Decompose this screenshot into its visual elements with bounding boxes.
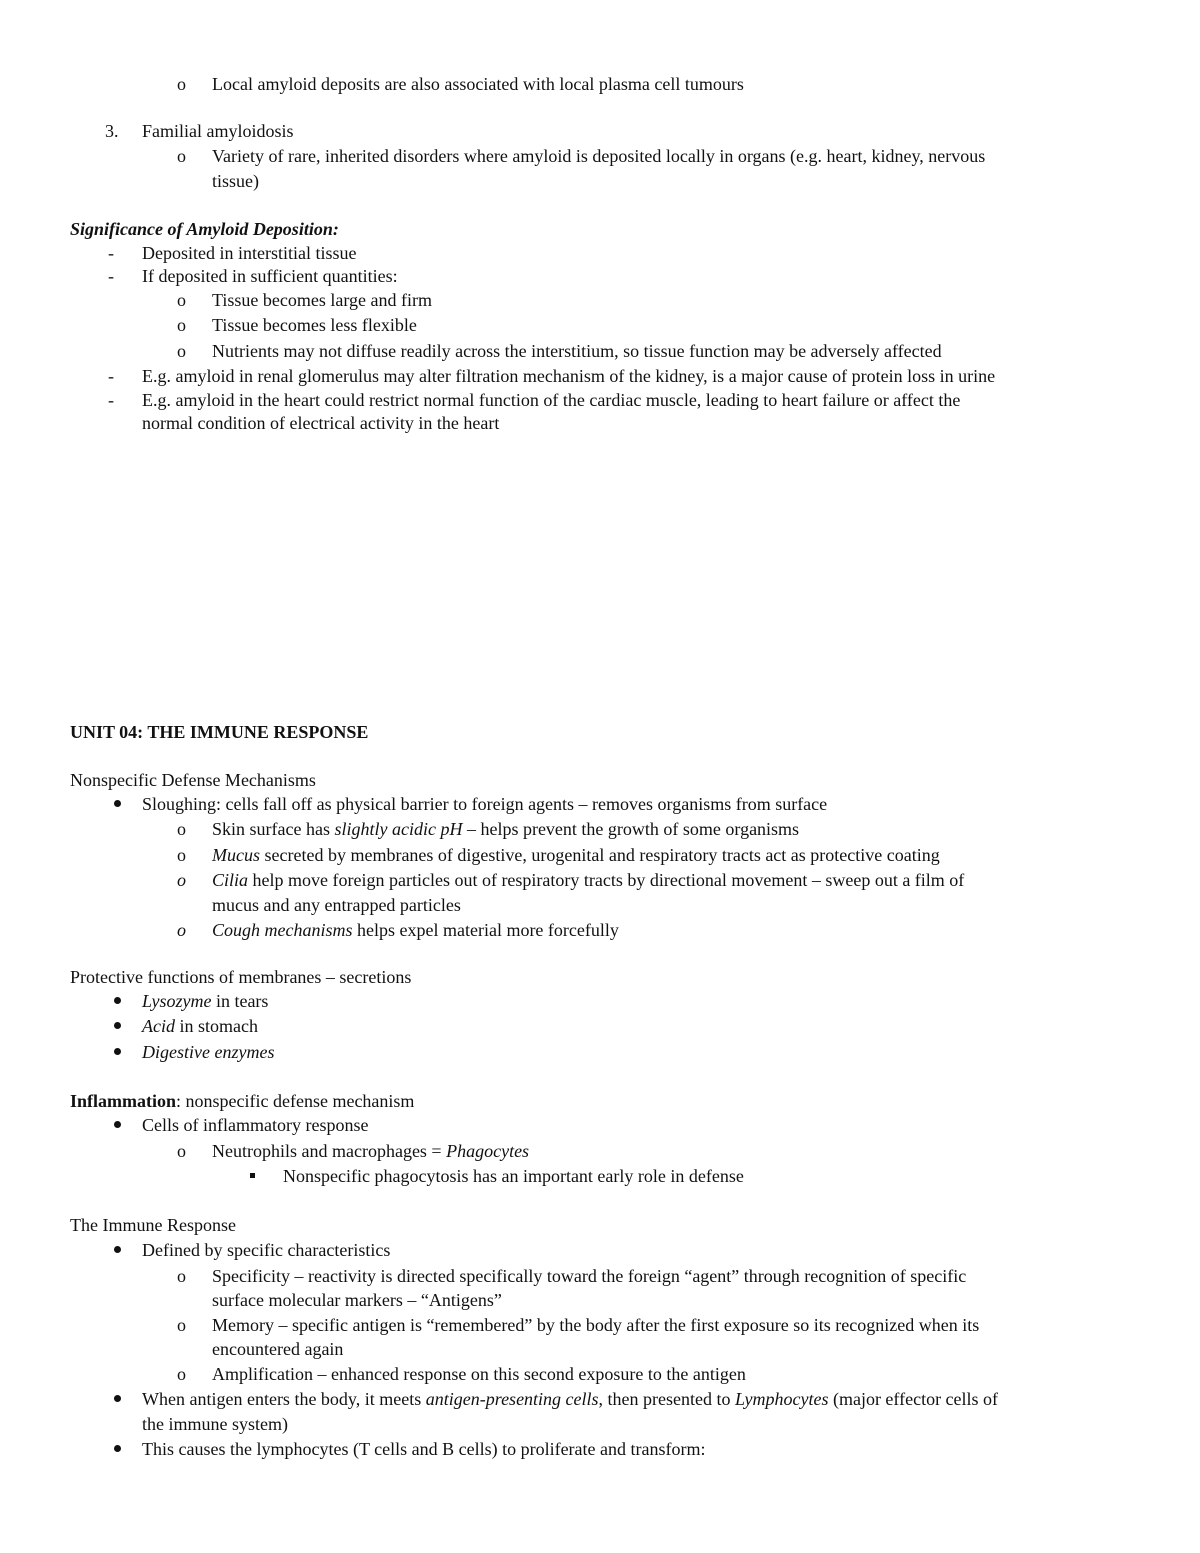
list-item-continuation: normal condition of electrical activity in the heart xyxy=(142,413,500,433)
section-heading: The Immune Response xyxy=(70,1215,236,1235)
list-item xyxy=(142,1014,258,1038)
list-item: Nonspecific phagocytosis has an important early role in defense xyxy=(283,1166,744,1186)
section-heading: Nonspecific Defense Mechanisms xyxy=(70,770,316,790)
list-item xyxy=(142,1387,998,1411)
text-run: Skin surface has xyxy=(212,819,335,839)
circle-bullet: o xyxy=(177,74,186,94)
list-item: Familial amyloidosis xyxy=(142,121,294,141)
list-item-continuation: encountered again xyxy=(212,1339,344,1359)
list-item: Sloughing: cells fall off as physical barrier to foreign agents – removes organisms from surface xyxy=(142,794,828,814)
list-item: E.g. amyloid in renal glomerulus may alter filtration mechanism of the kidney, is a major cause of protein loss in urine xyxy=(142,366,996,386)
list-item: Tissue becomes large and firm xyxy=(212,290,432,310)
text-run: – helps prevent the growth of some organisms xyxy=(462,819,800,839)
list-number: 3. xyxy=(105,121,119,141)
list-item xyxy=(212,1139,529,1163)
bullet-dot xyxy=(114,1022,121,1029)
circle-bullet: o xyxy=(177,341,186,361)
text-run: When antigen enters the body, it meets xyxy=(142,1389,426,1409)
text-run-bold: Inflammation xyxy=(70,1091,177,1111)
square-bullet xyxy=(250,1173,255,1178)
section-heading: Significance of Amyloid Deposition: xyxy=(70,219,339,239)
unit-title: UNIT 04: THE IMMUNE RESPONSE xyxy=(70,722,369,742)
list-item: E.g. amyloid in the heart could restrict normal function of the cardiac muscle, leading to heart failure or affect the xyxy=(142,390,961,410)
bullet-dot xyxy=(114,800,121,807)
circle-bullet: o xyxy=(177,819,186,839)
list-item xyxy=(142,989,268,1013)
text-run: Neutrophils and macrophages = xyxy=(212,1141,447,1161)
circle-bullet: o xyxy=(177,146,186,166)
list-item xyxy=(212,918,619,942)
circle-bullet: o xyxy=(177,1266,186,1286)
text-run-italic: Mucus xyxy=(212,845,260,865)
text-run: in tears xyxy=(211,991,269,1011)
list-item: Nutrients may not diffuse readily across the interstitium, so tissue function may be adversely affected xyxy=(212,341,942,361)
bullet-dot xyxy=(114,1395,121,1402)
bullet-dot xyxy=(114,1445,121,1452)
list-item: Deposited in interstitial tissue xyxy=(142,243,357,263)
text-run: , then presented to xyxy=(598,1389,736,1409)
list-item: Local amyloid deposits are also associated with local plasma cell tumours xyxy=(212,74,744,94)
list-item xyxy=(212,817,799,841)
section-heading xyxy=(70,1089,414,1113)
list-item-continuation: tissue) xyxy=(212,171,259,191)
list-item: Tissue becomes less flexible xyxy=(212,315,417,335)
list-item: Digestive enzymes xyxy=(142,1042,275,1062)
text-run-italic: antigen-presenting cells xyxy=(425,1389,599,1409)
circle-bullet: o xyxy=(177,315,186,335)
text-run-italic: Lymphocytes xyxy=(735,1389,829,1409)
text-run: secreted by membranes of digestive, urogenital and respiratory tracts act as protective coating xyxy=(260,845,940,865)
bullet-dot xyxy=(114,1246,121,1253)
list-item xyxy=(212,843,940,867)
text-run-italic: Phagocytes xyxy=(446,1141,530,1161)
list-item-continuation: surface molecular markers – “Antigens” xyxy=(212,1290,502,1310)
text-run-italic: slightly acidic pH xyxy=(334,819,463,839)
circle-bullet: o xyxy=(177,870,186,890)
list-item xyxy=(212,868,964,892)
list-item: This causes the lymphocytes (T cells and B cells) to proliferate and transform: xyxy=(142,1439,706,1459)
text-run: (major effector cells of xyxy=(828,1389,999,1409)
dash-bullet: - xyxy=(108,266,114,286)
circle-bullet: o xyxy=(177,1315,186,1335)
text-run: helps expel material more forcefully xyxy=(352,920,619,940)
dash-bullet: - xyxy=(108,390,114,410)
list-item: Specificity – reactivity is directed specifically toward the foreign “agent” through recognition of specific xyxy=(212,1266,967,1286)
text-run: : nonspecific defense mechanism xyxy=(176,1091,415,1111)
circle-bullet: o xyxy=(177,290,186,310)
list-item: Defined by specific characteristics xyxy=(142,1240,391,1260)
circle-bullet: o xyxy=(177,1141,186,1161)
text-run: in stomach xyxy=(175,1016,258,1036)
bullet-dot xyxy=(114,1048,121,1055)
bullet-dot xyxy=(114,1121,121,1128)
text-run-italic: Lysozyme xyxy=(142,991,212,1011)
text-run: help move foreign particles out of respiratory tracts by directional movement – sweep out a film of xyxy=(248,870,965,890)
list-item: Variety of rare, inherited disorders where amyloid is deposited locally in organs (e.g. heart, kidney, nervous xyxy=(212,146,986,166)
list-item: Amplification – enhanced response on this second exposure to the antigen xyxy=(212,1364,746,1384)
list-item: Cells of inflammatory response xyxy=(142,1115,369,1135)
text-run-italic: Cilia xyxy=(212,870,249,890)
circle-bullet: o xyxy=(177,845,186,865)
list-item: If deposited in sufficient quantities: xyxy=(142,266,398,286)
text-run-italic: Acid xyxy=(142,1016,175,1036)
circle-bullet: o xyxy=(177,1364,186,1384)
text-run-italic: Cough mechanisms xyxy=(212,920,353,940)
bullet-dot xyxy=(114,997,121,1004)
list-item-continuation: mucus and any entrapped particles xyxy=(212,895,461,915)
dash-bullet: - xyxy=(108,243,114,263)
section-heading: Protective functions of membranes – secretions xyxy=(70,967,412,987)
list-item: Memory – specific antigen is “remembered” by the body after the first exposure so its recognized when its xyxy=(212,1315,980,1335)
circle-bullet: o xyxy=(177,920,186,940)
list-item-continuation: the immune system) xyxy=(142,1414,288,1434)
dash-bullet: - xyxy=(108,366,114,386)
